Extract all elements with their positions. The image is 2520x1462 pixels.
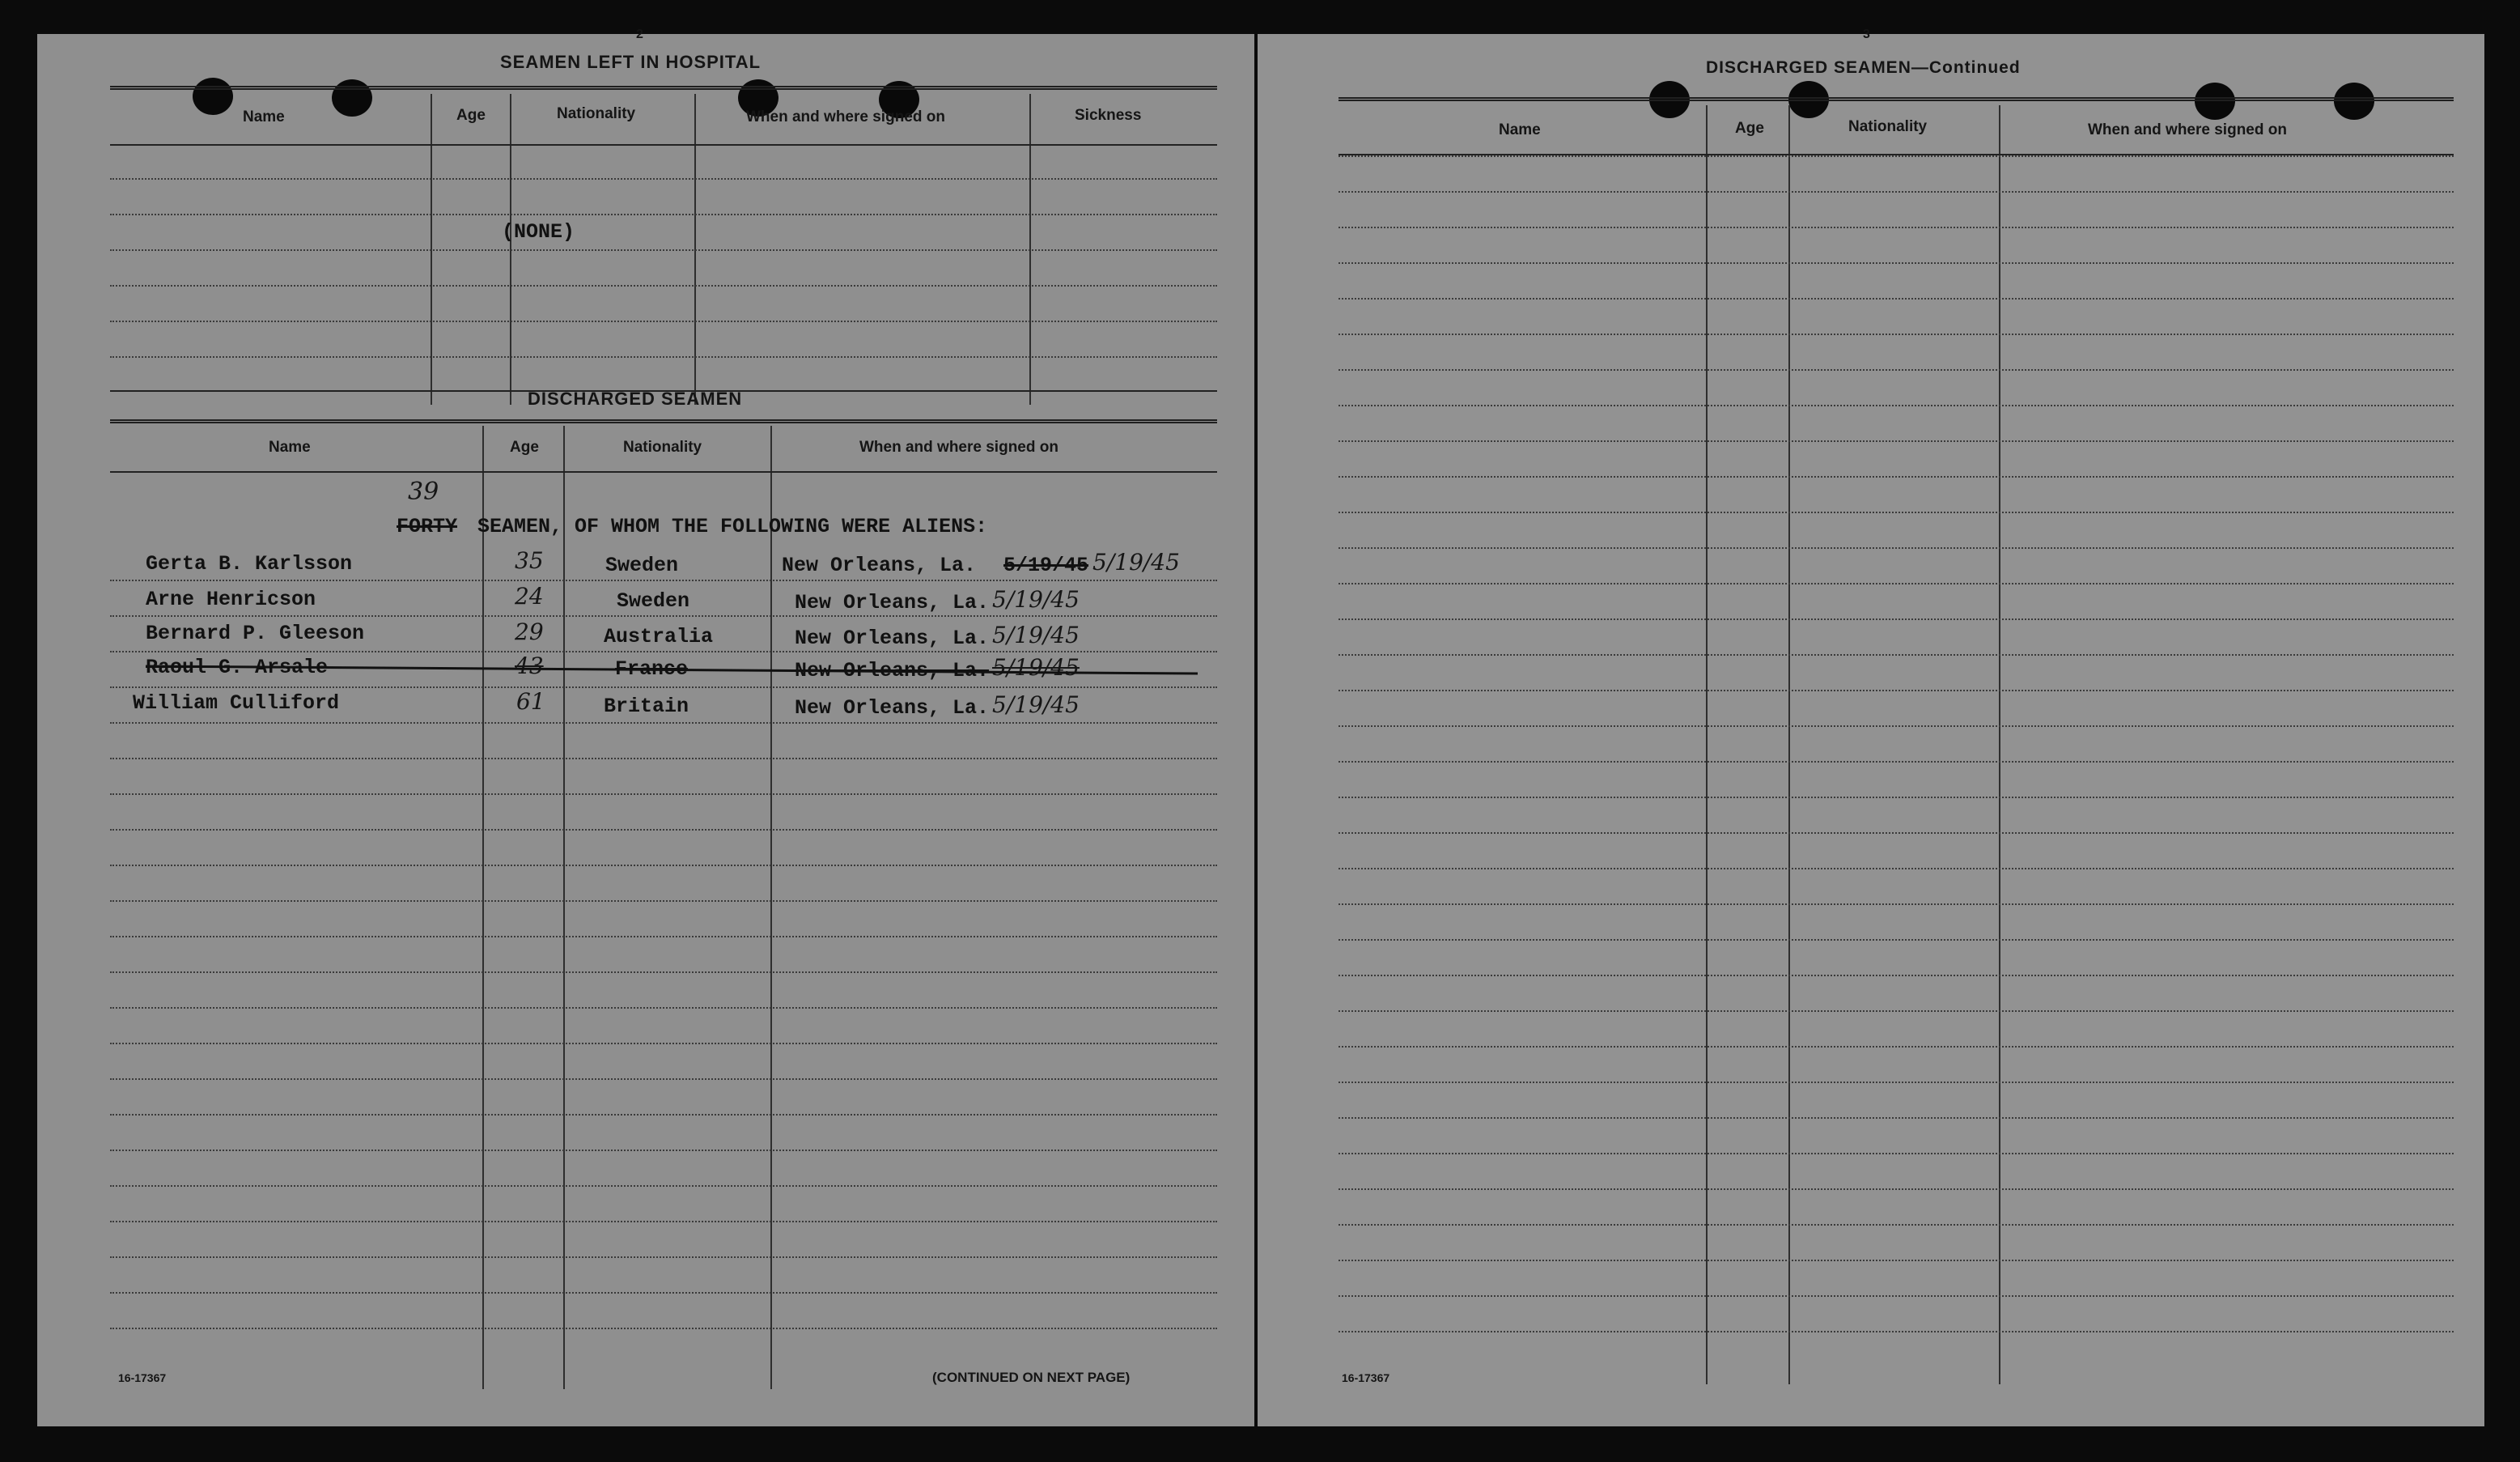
discharged-table-top-rule: [110, 419, 1217, 423]
seaman-nationality-struck: France: [615, 657, 689, 681]
ruled-line: [110, 829, 1217, 831]
ruled-line: [1338, 155, 2454, 157]
page-number-left: 2: [636, 28, 643, 41]
ruled-line: [110, 865, 1217, 866]
continued-col-divider: [1999, 105, 2000, 1384]
ruled-line: [110, 1150, 1217, 1151]
hospital-none-note: (NONE): [502, 220, 575, 244]
ruled-line: [1338, 1260, 2454, 1261]
continued-col-signed-on: When and where signed on: [2088, 121, 2287, 138]
ruled-line: [110, 1221, 1217, 1222]
ruled-line: [110, 1114, 1217, 1116]
ruled-line: [1338, 761, 2454, 763]
seaman-name: Bernard P. Gleeson: [146, 622, 365, 645]
ruled-line: [1338, 1188, 2454, 1190]
continued-col-divider: [1706, 105, 1708, 1384]
hospital-row-line: [110, 178, 1217, 180]
seaman-nationality: Britain: [604, 695, 689, 718]
hospital-table-top-rule: [110, 86, 1217, 90]
ruled-line: [1338, 334, 2454, 335]
hospital-section-title: SEAMEN LEFT IN HOSPITAL: [500, 52, 762, 72]
ruled-line: [110, 1185, 1217, 1187]
hospital-col-nationality: Nationality: [557, 105, 636, 122]
ruled-line: [1338, 797, 2454, 798]
continued-col-nationality: Nationality: [1848, 118, 1928, 135]
seaman-date: 5/19/45: [1092, 549, 1180, 576]
continued-col-age: Age: [1735, 120, 1764, 137]
continued-section-title: DISCHARGED SEAMEN—Continued: [1706, 58, 2021, 77]
ruled-line: [1338, 1224, 2454, 1226]
discharged-row-line: [110, 686, 1217, 688]
seaman-signed-on: New Orleans, La.: [795, 696, 990, 720]
hospital-row-line: [110, 249, 1217, 251]
ruled-line: [1338, 903, 2454, 905]
ruled-line: [1338, 405, 2454, 406]
seaman-age: 61: [516, 688, 545, 715]
ruled-line: [1338, 832, 2454, 834]
discharged-col-divider: [563, 426, 565, 1389]
ruled-line: [1338, 1295, 2454, 1297]
seaman-nationality: Australia: [604, 625, 714, 648]
seaman-nationality: Sweden: [605, 554, 679, 577]
ruled-line: [1338, 440, 2454, 442]
ruled-line: [110, 1256, 1217, 1258]
ruled-line: [110, 722, 1217, 724]
seaman-age: 29: [515, 618, 544, 645]
ruled-line: [1338, 690, 2454, 691]
ruled-line: [1338, 227, 2454, 228]
ruled-line: [1338, 476, 2454, 478]
seaman-date: 5/19/45: [992, 691, 1080, 718]
ruled-line: [1338, 975, 2454, 976]
hospital-col-sickness: Sickness: [1075, 107, 1142, 124]
ruled-line: [1338, 298, 2454, 300]
form-number-right: 16-17367: [1342, 1371, 1390, 1384]
ruled-line: [110, 1292, 1217, 1294]
ruled-line: [110, 1078, 1217, 1080]
hospital-col-name: Name: [243, 108, 285, 125]
seaman-signed-on: New Orleans, La.: [782, 554, 977, 577]
ruled-line: [110, 1007, 1217, 1009]
ruled-line: [1338, 512, 2454, 513]
continued-footer: (CONTINUED ON NEXT PAGE): [932, 1370, 1131, 1385]
seaman-date: 5/19/45: [992, 622, 1080, 648]
seaman-signed-on: New Orleans, La.: [795, 591, 990, 614]
seaman-age-struck: 43: [515, 652, 544, 679]
hospital-row-line: [110, 285, 1217, 287]
discharged-col-name: Name: [269, 439, 311, 456]
hospital-row-line: [110, 214, 1217, 215]
ruled-line: [1338, 725, 2454, 727]
ruled-line: [1338, 1082, 2454, 1083]
ruled-line: [1338, 1117, 2454, 1119]
handwritten-count: 39: [408, 478, 439, 506]
ruled-line: [1338, 1010, 2454, 1012]
ruled-line: [1338, 547, 2454, 549]
ruled-line: [1338, 369, 2454, 371]
discharged-row-line: [110, 651, 1217, 652]
hospital-header-rule: [110, 144, 1217, 146]
ruled-line: [110, 971, 1217, 973]
discharged-section-title: DISCHARGED SEAMEN: [528, 389, 743, 409]
ruled-line: [110, 900, 1217, 902]
punch-hole: [2334, 83, 2374, 120]
ruled-line: [1338, 191, 2454, 193]
hospital-row-line: [110, 321, 1217, 322]
seaman-nationality: Sweden: [617, 589, 690, 613]
seaman-name-struck: Raoul G. Arsale: [146, 656, 329, 679]
ruled-line: [110, 1328, 1217, 1329]
page-number-right: 3: [1863, 28, 1870, 41]
discharged-row-line: [110, 580, 1217, 581]
ruled-line: [1338, 262, 2454, 264]
form-number-left: 16-17367: [118, 1371, 167, 1384]
continued-header-rule: [1338, 154, 2454, 155]
aliens-intro-text: SEAMEN, OF WHOM THE FOLLOWING WERE ALIENS:: [477, 515, 988, 538]
struck-count-word: FORTY: [397, 515, 458, 538]
discharged-col-nationality: Nationality: [623, 439, 702, 456]
seaman-age: 24: [515, 583, 544, 610]
seaman-name: Gerta B. Karlsson: [146, 552, 353, 576]
ruled-line: [1338, 1153, 2454, 1154]
continued-col-name: Name: [1499, 121, 1541, 138]
ruled-line: [1338, 583, 2454, 584]
ruled-line: [1338, 1331, 2454, 1332]
ruled-line: [110, 758, 1217, 759]
continued-table-top-rule: [1338, 97, 2454, 101]
hospital-col-age: Age: [456, 107, 486, 124]
seaman-name: William Culliford: [133, 691, 340, 715]
discharged-col-age: Age: [510, 439, 539, 456]
ruled-line: [110, 793, 1217, 795]
seaman-struck-date: 5/19/45: [1003, 554, 1089, 577]
seaman-signed-on-struck: New Orleans, La.: [795, 659, 990, 682]
seaman-signed-on: New Orleans, La.: [795, 627, 990, 650]
seaman-age: 35: [515, 547, 544, 574]
left-page: [37, 28, 1254, 1426]
seaman-date-struck: 5/19/45: [992, 654, 1080, 681]
punch-hole: [193, 78, 233, 115]
discharged-col-signed-on: When and where signed on: [859, 439, 1058, 456]
ruled-line: [1338, 618, 2454, 620]
discharged-col-divider: [482, 426, 484, 1389]
seaman-date: 5/19/45: [992, 586, 1080, 613]
discharged-row-line: [110, 615, 1217, 617]
hospital-row-line: [110, 356, 1217, 358]
hospital-col-signed-on: When and where signed on: [746, 108, 945, 125]
continued-col-divider: [1788, 105, 1790, 1384]
punch-hole: [332, 79, 372, 117]
ruled-line: [1338, 868, 2454, 869]
discharged-header-rule: [110, 471, 1217, 473]
ruled-line: [1338, 654, 2454, 656]
ruled-line: [110, 936, 1217, 937]
right-page: [1258, 28, 2484, 1426]
ruled-line: [110, 1043, 1217, 1044]
punch-hole: [2195, 83, 2235, 120]
seaman-name: Arne Henricson: [146, 588, 316, 611]
ruled-line: [1338, 1046, 2454, 1048]
discharged-col-divider: [770, 426, 772, 1389]
ruled-line: [1338, 939, 2454, 941]
